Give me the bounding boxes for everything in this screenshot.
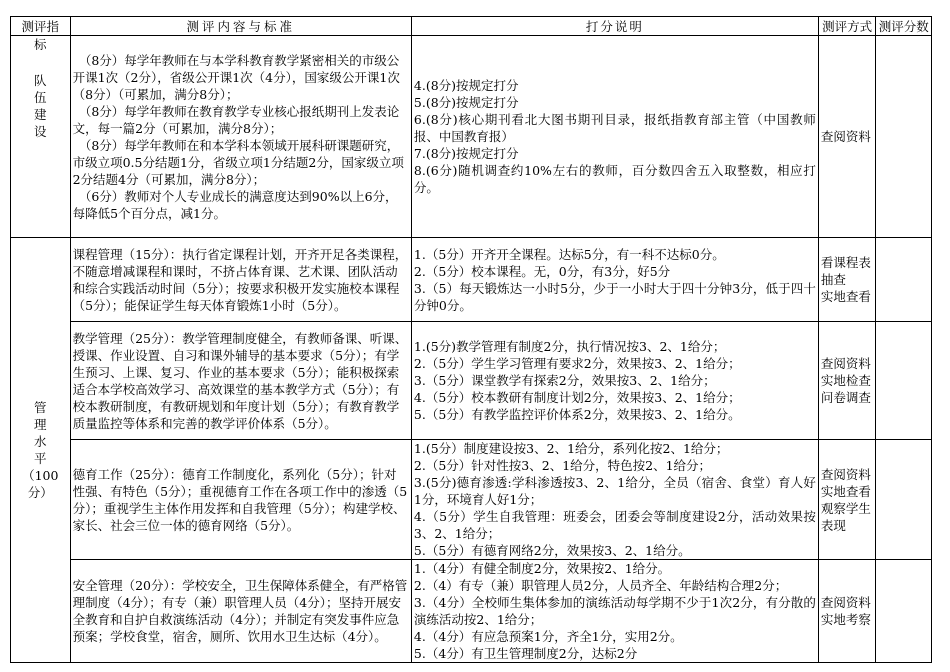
method-line: 实地考察 [820, 612, 871, 627]
content-line: （8分）每学年教师在和本学科本领域开展科研课题研究，市级立项0.5分结题1分，省级立项1分结题2分，国家级立项2分结题4分（可累加，满分8分）； [72, 137, 404, 187]
scoring-line: 2.（5分）校本课程。无，0分，有3分，好5分 [413, 263, 671, 279]
scoring-line: 1.(5分)教学管理有制度2分，执行情况按3、2、1给分； [413, 339, 726, 354]
scoring-line: 8.(6分)随机调查约10%左右的教师，百分数四舍五入取整数，相应打分。 [413, 163, 816, 195]
indicator-char: 分） [27, 485, 53, 500]
scoring-line: 1.（4分）有健全制度2分，效果按2、1给分。 [413, 561, 671, 576]
method-cell [818, 322, 876, 440]
content-cell [70, 560, 411, 663]
indicator-char: 管 [34, 400, 47, 415]
indicator-char [13, 53, 68, 70]
method-line: 问卷调查 [820, 390, 871, 405]
indicator-cell [11, 238, 71, 663]
table-row [11, 322, 932, 440]
table-row [11, 560, 932, 663]
content-cell [70, 36, 411, 238]
content-line: 安全管理（20分）：学校安全，卫生保障体系健全，有严格管理制度（4分）；有专（兼）职管理人员（4分）；坚持开展安全教育和自护自救演练活动（4分）；并制定有突发事件应急预案；学校食堂，宿舍，厕所、饮用水卫生达标（4分）。 [72, 578, 408, 644]
score-cell [876, 238, 932, 322]
indicator-char: 设 [34, 124, 47, 139]
indicator-char: 平 [34, 451, 47, 466]
content-line: （8分）每学年教师在教育教学专业核心报纸期刊上发表论文，每一篇2分（可累加，满分8分）； [72, 103, 400, 136]
scoring-line: 2.（4）有专（兼）职管理人员2分，人员齐全、年龄结构合理2分； [413, 578, 788, 593]
scoring-cell [411, 560, 818, 663]
method-line: 查阅资料 [820, 595, 871, 610]
scoring-line: 4.（5分）学生自我管理：班委会，团委会等制度建设2分，活动效果按3、2、1给分； [413, 509, 816, 541]
scoring-cell [411, 440, 818, 560]
scoring-line: 5.（5分）有教学监控评价体系2分，效果按3、2、1给分。 [413, 407, 741, 422]
header-scoring: 打分说明 [411, 17, 818, 36]
indicator-char: 理 [34, 417, 47, 432]
scoring-cell [411, 238, 818, 322]
scoring-line: 7.(8分)按规定打分 [413, 146, 519, 161]
content-line: （8分）每学年教师在与本学科教育教学紧密相关的市级公开课1次（2分），省级公开课1次（4分），国家级公开课1次（8分）（可累加，满分8分）； [72, 52, 400, 102]
table-row [11, 440, 932, 560]
score-cell [876, 440, 932, 560]
header-method: 测评方式 [818, 17, 876, 36]
score-cell [876, 560, 932, 663]
evaluation-table [10, 16, 932, 663]
indicator-char: （100 [22, 468, 59, 483]
content-line: 课程管理（15分）：执行省定课程计划，开齐开足各类课程，不随意增减课程和课时，不挤占体育课、艺术课、团队活动和综合实践活动时间（5分）；按要求积极开发实施校本课程（5分）；能保证学生每天体育锻炼1小时（5分）。 [72, 246, 408, 313]
header-row [11, 17, 932, 36]
score-cell [876, 36, 932, 238]
content-cell [70, 238, 411, 322]
content-line: 教学管理（25分）：教学管理制度健全，有教师备课、听课、授课、作业设置、自习和课外辅导的基本要求（5分）；有学生预习、上课、复习、作业的基本要求（5分）；能积极探索适合本学校高效学习、高效课堂的基本教学方式（5分）；有校本教研制度，有教研规划和年度计划（5分）；有教育教学质量监控等体系和完善的教学评价体系（5分）。 [72, 330, 408, 431]
header-indicator: 测评指 [11, 17, 71, 36]
table-row [11, 36, 932, 238]
scoring-line: 2.（5分）学生学习管理有要求2分，效果按3、2、1给分； [413, 356, 741, 371]
indicator-cell [11, 36, 71, 238]
method-cell [818, 36, 876, 238]
scoring-line: 3.（4分）全校师生集体参加的演练活动每学期不少于1次2分，有分散的演练活动按2、1给分； [413, 595, 816, 627]
scoring-cell [411, 322, 818, 440]
indicator-char: 伍 [34, 90, 47, 105]
scoring-cell [411, 36, 818, 238]
scoring-line: 6.(8分)核心期刊看北大图书期刊目录，报纸指教育部主管（中国教师报、中国教育报） [413, 112, 816, 144]
scoring-line: 5.（5分）有德育网络2分，效果按3、2、1给分。 [413, 543, 691, 558]
scoring-line: 4.(8分)按规定打分 [413, 78, 519, 93]
method-line: 查阅资料 [820, 356, 871, 371]
scoring-line: 5.(8分)按规定打分 [413, 95, 519, 110]
score-cell [876, 322, 932, 440]
scoring-line: 4.（4分）有应急预案1分，齐全1分，实用2分。 [413, 629, 683, 644]
method-line: 实地查看 [820, 289, 871, 304]
scoring-line: 3.（5）每天锻炼达一小时5分，少于一小时大于四十分钟3分，低于四十分钟0分。 [413, 280, 816, 313]
method-line: 查阅资料 [820, 466, 871, 482]
indicator-char: 水 [34, 434, 47, 449]
method-line: 实地查看 [820, 483, 871, 499]
method-cell [818, 238, 876, 322]
indicator-char: 队 [34, 73, 47, 88]
method-line: 看课程表 [820, 255, 871, 270]
content-line: （6分）教师对个人专业成长的满意度达到90%以上6分，每降低5个百分点，减1分。 [72, 188, 398, 221]
method-line: 实地检查 [820, 373, 871, 388]
method-cell [818, 440, 876, 560]
scoring-line: 1.(5分）制度建设按3、2、1给分，系列化按2、1给分； [413, 441, 729, 456]
method-line: 查阅资料 [820, 129, 871, 144]
scoring-line: 2.（5分）针对性按3、2、1给分，特色按2、1给分； [413, 458, 712, 473]
content-line: 德育工作（25分）：德育工作制度化，系列化（5分）；针对性强、有特色（5分）；重视德育工作在各项工作中的渗透（5分）；重视学生主体作用发挥和自我管理（5分）；构建学校、家长、社会三位一体的德育网络（5分）。 [72, 466, 408, 533]
method-line: 观察学生 [820, 500, 871, 516]
scoring-line: 1.（5分）开齐开全课程。达标5分，有一科不达标0分。 [413, 246, 725, 262]
method-cell [818, 560, 876, 663]
indicator-char: 标 [34, 37, 47, 52]
indicator-char: 建 [34, 107, 47, 122]
table-row [11, 238, 932, 322]
method-line: 抽查 [820, 272, 846, 287]
header-content: 测评内容与标准 [70, 17, 411, 36]
scoring-line: 4.（5分）校本教研有制度计划2分，效果按3、2、1给分； [413, 390, 741, 405]
content-cell [70, 322, 411, 440]
scoring-line: 5.（4分）有卫生管理制度2分，达标2分 [413, 646, 638, 661]
scoring-line: 3.（5分）课堂教学有探索2分，效果按3、2、1给分； [413, 373, 716, 388]
scoring-line: 3.(5分)德育渗透:学科渗透按3、2、1给分，全员（宿舍、食堂）育人好1分，环境育人好1分； [413, 475, 816, 507]
method-line: 表现 [820, 517, 846, 533]
content-cell [70, 440, 411, 560]
header-score: 测评分数 [876, 17, 932, 36]
